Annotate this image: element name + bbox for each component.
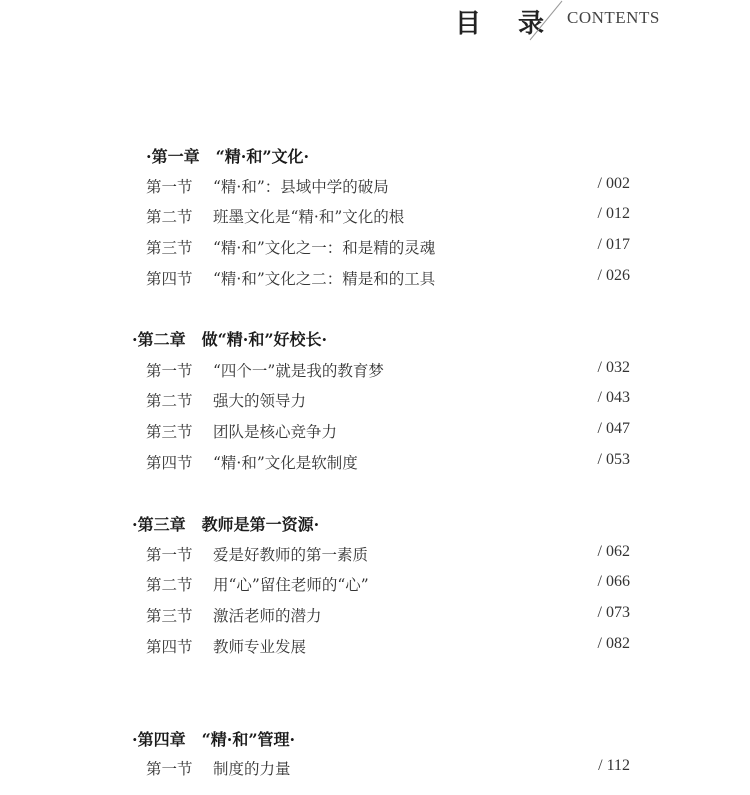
toc-entry[interactable]: [146, 604, 636, 628]
section-number: 第四节: [146, 454, 193, 472]
toc-entry[interactable]: [146, 175, 636, 199]
section-title: “精·和”：县域中学的破局: [213, 178, 389, 196]
toc-entry[interactable]: [146, 236, 636, 260]
section-number: 第一节: [146, 178, 193, 196]
page-number: / 047: [597, 420, 630, 437]
section-title: 激活老师的潜力: [213, 607, 322, 625]
toc-entry[interactable]: [146, 359, 636, 383]
section-title: 制度的力量: [213, 760, 291, 778]
section-number: 第一节: [146, 362, 193, 380]
chapter-heading[interactable]: ·第三章 教师是第一资源·: [132, 515, 320, 534]
section-number: 第一节: [146, 760, 193, 778]
page-number: / 053: [597, 451, 630, 468]
section-number: 第三节: [146, 607, 193, 625]
section-title: 用“心”留住老师的“心”: [213, 576, 369, 594]
section-title: 教师专业发展: [213, 638, 307, 656]
toc-title: 目 录: [455, 9, 559, 39]
page-number: / 017: [597, 236, 630, 253]
toc-entry[interactable]: [146, 543, 636, 567]
page-number: / 043: [597, 389, 630, 406]
section-title: 爱是好教师的第一素质: [213, 546, 369, 564]
page-number: / 082: [597, 635, 630, 652]
section-number: 第四节: [146, 270, 193, 288]
section-number: 第四节: [146, 638, 193, 656]
section-title: “四个一”就是我的教育梦: [213, 362, 384, 380]
section-title: “精·和”文化之一：和是精的灵魂: [213, 239, 436, 257]
section-number: 第二节: [146, 576, 193, 594]
page-number: / 066: [597, 573, 630, 590]
section-number: 第三节: [146, 239, 193, 257]
section-title: 团队是核心竞争力: [213, 423, 338, 441]
section-title: “精·和”文化是软制度: [213, 454, 358, 472]
page-number: / 062: [597, 543, 630, 560]
page-number: / 012: [597, 205, 630, 222]
page-number: / 002: [597, 175, 630, 192]
section-title: 强大的领导力: [213, 392, 307, 410]
toc-entry[interactable]: [146, 635, 636, 659]
section-number: 第三节: [146, 423, 193, 441]
toc-entry[interactable]: [146, 267, 636, 291]
toc-entry[interactable]: [146, 420, 636, 444]
toc-header: [0, 0, 750, 60]
section-number: 第二节: [146, 208, 193, 226]
toc-entry[interactable]: [146, 757, 636, 781]
toc-title-en: CONTENTS: [567, 8, 660, 27]
section-number: 第一节: [146, 546, 193, 564]
toc-entry[interactable]: [146, 451, 636, 475]
page-number: / 112: [598, 757, 630, 774]
chapter-heading[interactable]: ·第四章 “精·和”管理·: [132, 730, 296, 749]
section-title: “精·和”文化之二：精是和的工具: [213, 270, 436, 288]
page-number: / 073: [597, 604, 630, 621]
chapter-heading[interactable]: ·第二章 做“精·和”好校长·: [132, 330, 328, 349]
toc-entry[interactable]: [146, 573, 636, 597]
section-title: 班墨文化是“精·和”文化的根: [213, 208, 405, 226]
toc-entry[interactable]: [146, 389, 636, 413]
toc-entry[interactable]: [146, 205, 636, 229]
divider-slash-icon: [528, 0, 564, 42]
page-number: / 026: [597, 267, 630, 284]
page-number: / 032: [597, 359, 630, 376]
section-number: 第二节: [146, 392, 193, 410]
chapter-heading[interactable]: ·第一章 “精·和”文化·: [146, 147, 310, 166]
